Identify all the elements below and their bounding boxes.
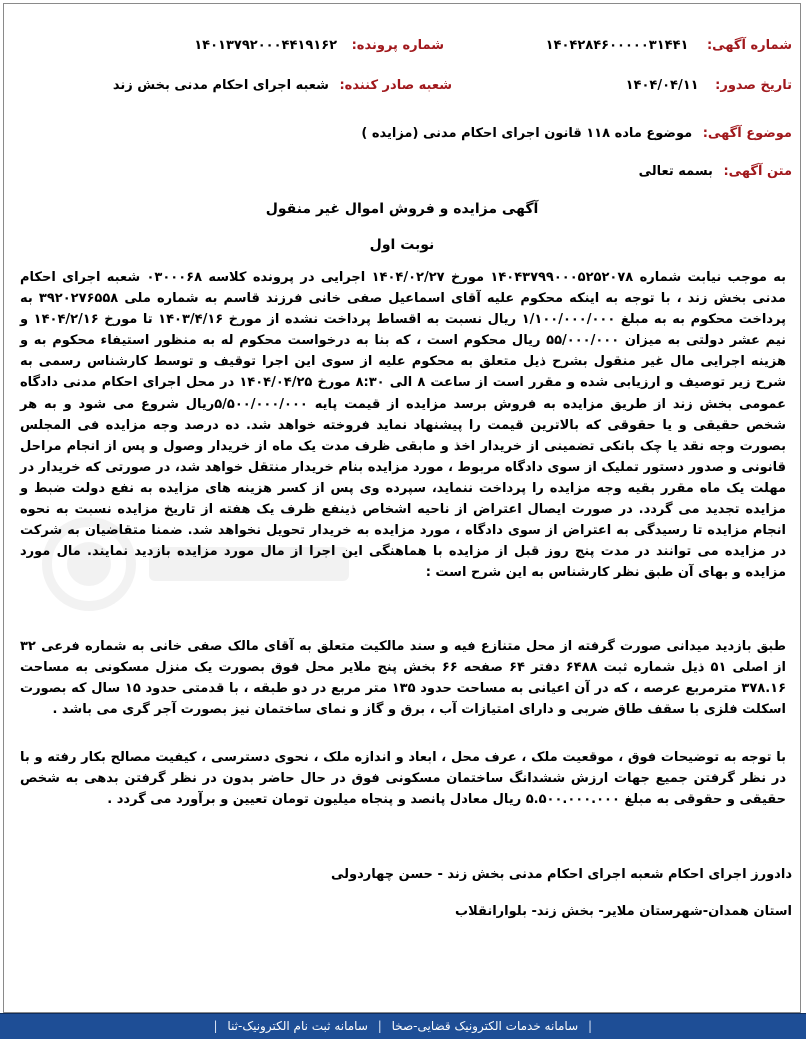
footer-separator: | [213,1019,218,1033]
file-number: ۱۴۰۱۳۷۹۲۰۰۰۴۴۱۹۱۶۲ [194,38,338,53]
notice-number: ۱۴۰۴۲۸۴۶۰۰۰۰۰۳۱۴۴۱ [545,38,689,53]
signature: دادورز اجرای احکام شعبه اجرای احکام مدنی بخش زند - حسن چهاردولی [331,867,792,882]
issuer: شعبه اجرای احکام مدنی بخش زند [112,78,329,93]
paragraph-auction-terms: به موجب نیابت شماره ۱۴۰۴۳۷۹۹۰۰۰۵۲۵۲۰۷۸ مورخ ۱۴۰۴/۰۲/۲۷ اجرایی در پرونده کلاسه ۰۳۰۰۰۶۸ شعبه اجرای احکام مدنی بخش زند ، با توجه به اینکه محکوم علیه آقای اسماعیل صفی خانی فرزند قاسم به شماره ملی ۳۹۲۰۲۷۶۵۵۸ به پرداخت محکوم به به مبلغ ۱/۱۰۰/۰۰۰/۰۰۰ ریال نسبت به اقساط پرداخت نشده از مورخ ۱۴۰۳/۴/۱۶ تا مورخ ۱۴۰۴/۲/۱۶ و نیم عشر دولتی به میزان ۵۵/۰۰۰/۰۰۰ ریال محکوم است ، که بنا به درخواست محکوم له به منظور استیفاء محکوم به و هزینه اجرایی مال غیر منقول بشرح ذیل متعلق به محکوم علیه از سوی این اجرا توقیف و توسط کارشناس رسمی به شرح زیر توصیف و ارزیابی شده و مقرر است از ساعت ۸ الی ۸:۳۰ مورخ ۱۴۰۴/۰۴/۲۵ در محل اجرای احکام مدنی دادگاه عمومی بخش زند از طریق مزایده به فروش برسد مزایده از قیمت پایه ۵/۵۰۰/۰۰۰/۰۰۰ریال شروع می شود و به هر شخص حقیقی و یا حقوقی که بالاترین قیمت را پیشنهاد نماید فروخته خواهد شد. ده درصد وجه مزایده فی المجلس بصورت وجه نقد یا چک بانکی تضمینی از خریدار اخذ و مابقی ظرف مدت یک ماه از خریدار وصول و پس از انجام مراحل قانونی و صدور دستور تملیک از سوی دادگاه مربوط ، مورد مزایده بنام خریدار منتقل خواهد شد، در صورتی که خریدار در مهلت یک ماه مقرر بقیه وجه مزایده را پرداخت ننماید، سپرده وی پس از کسر هزینه های مزایده به نفع دولت ضبط و مزایده تجدید می گردد. در صورت ایصال اعتراض از ناحیه اشخاص ذینفع ظرف یک هفته از تاریخ مزایده نسبت به نحوه انجام مزایده تا رسیدگی به اعتراض از سوی دادگاه ، مورد مزایده به خریدار تحویل نخواهد شد. ضمنا متقاضیان به شرکت در مزایده می توانند در مدت پنج روز قبل از مزایده با هماهنگی این اجرا از مال مورد مزایده بازدید نمایند. مال مورد مزایده و بهای آن طبق نظر کارشناس به این شرح است : [20,270,787,581]
issue-date-label: تاریخ صدور: [715,78,792,93]
subject-label: موضوع آگهی: [702,126,792,141]
notice-title: آگهی مزایده و فروش اموال غیر منقول [265,201,539,217]
footer-link-judicial-services[interactable]: سامانه خدمات الکترونیک قضایی-صخا [391,1019,579,1033]
file-number-label: شماره پرونده: [351,38,444,53]
paragraph-property-description: طبق بازدید میدانی صورت گرفته از محل متنازع فیه و سند مالکیت متعلق به آقای مالک صفی خانی به شماره فرعی ۳۲ از اصلی ۵۱ ذیل شماره ثبت ۶۴۸۸ دفتر ۶۴ صفحه ۶۶ بخش پنج ملایر محل فوق بصورت یک منزل مسکونی به مساحت ۳۷۸.۱۶ مترمربع عرصه ، که در آن اعیانی به مساحت حدود ۱۳۵ متر مربع در دو طبقه ، با قدمتی حدود ۱۵ سال که بصورت اسکلت فلزی با سقف طاق ضربی و دارای امتیازات آب ، برق و گاز و نمای ساختمان نیز بصورت آجر گری می باشد . [20,639,787,718]
issuer-label: شعبه صادر کننده: [339,78,452,93]
subject: موضوع ماده ۱۱۸ قانون اجرای احکام مدنی (مزایده ) [361,126,693,141]
issue-date: ۱۴۰۴/۰۴/۱۱ [625,78,699,93]
footer-separator: | [377,1019,382,1033]
paragraph-valuation: با توجه به توضیحات فوق ، موقعیت ملک ، عرف محل ، ابعاد و اندازه ملک ، نحوی دسترسی ، کیفیت مصالح بکار رفته و با در نظر گرفتن جمیع جهات ارزش ششدانگ ساختمان مسکونی فوق در حال حاضر بدون در نظر گرفتن بدهی به شخص حقیقی و حقوقی به مبلغ ۵.۵۰۰.۰۰۰.۰۰۰ ریال معادل پانصد و پنجاه میلیون تومان تعیین و برآورد می گردد . [20,750,786,808]
text-label: متن آگهی: [723,164,792,179]
notice-frame [3,3,801,1013]
footer-bar [0,1013,806,1039]
footer-links [208,1019,598,1033]
notice-subtitle: نوبت اول [369,237,435,253]
address: استان همدان-شهرستان ملایر- بخش زند- بلوارانقلاب [455,904,792,919]
text-intro: بسمه تعالی [638,164,713,179]
notice-number-label: شماره آگهی: [706,38,792,53]
footer-link-registration[interactable]: سامانه ثبت نام الکترونیک-ثنا [227,1019,368,1033]
footer-separator: | [587,1019,592,1033]
